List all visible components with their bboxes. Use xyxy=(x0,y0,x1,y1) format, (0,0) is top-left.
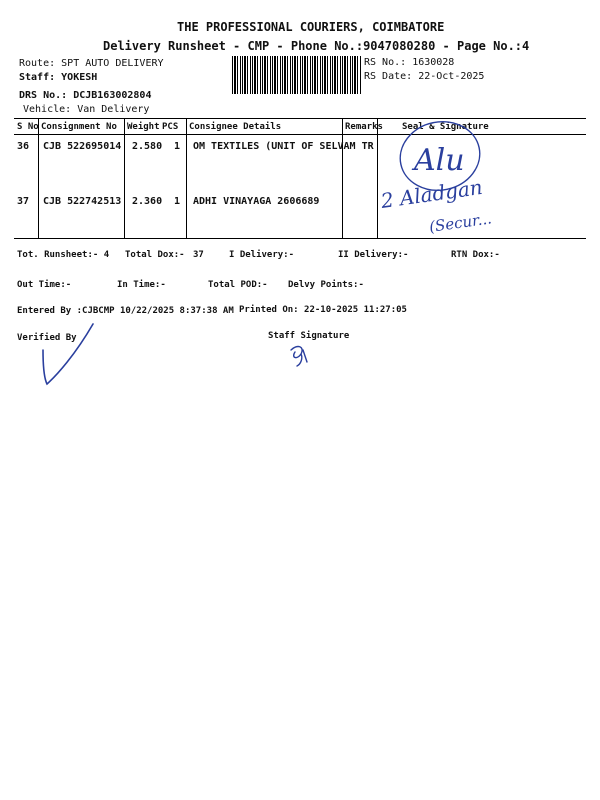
row-pcs: 1 xyxy=(174,141,181,152)
row-sno: 36 xyxy=(17,141,30,152)
runsheet-subtitle: Delivery Runsheet - CMP - Phone No.:9047080280 - Page No.:4 xyxy=(103,39,530,53)
handwritten-signature-row-37 xyxy=(379,174,522,240)
row-consignment: CJB 522695014 xyxy=(43,141,122,152)
col-divider xyxy=(186,118,187,238)
col-divider xyxy=(377,118,378,238)
row-consignment: CJB 522742513 xyxy=(43,196,122,207)
printed-on: Printed On: 22-10-2025 11:27:05 xyxy=(239,305,407,315)
row-weight: 2.360 xyxy=(132,196,163,207)
out-time: Out Time:- xyxy=(17,280,72,290)
i-delivery: I Delivery:- xyxy=(229,250,295,260)
rs-date-value: 22-Oct-2025 xyxy=(418,71,485,82)
col-header-pcs: PCS xyxy=(162,122,179,132)
vehicle-line xyxy=(23,104,149,115)
col-divider xyxy=(38,118,39,238)
entered-by: Entered By :CJBCMP 10/22/2025 8:37:38 AM xyxy=(17,306,234,316)
row-sno: 37 xyxy=(17,196,30,207)
total-dox-label: Total Dox:- xyxy=(125,250,185,260)
staff-signature-label: Staff Signature xyxy=(268,331,350,341)
route-line xyxy=(19,58,164,69)
vehicle-label: Vehicle: xyxy=(23,104,72,115)
staff-signature-mark xyxy=(285,340,315,370)
rs-no-line xyxy=(364,57,454,68)
rs-no-label: RS No.: xyxy=(364,57,407,68)
staff-value: YOKESH xyxy=(61,72,98,83)
col-header-signature: Seal & Signature xyxy=(402,122,489,132)
rtn-dox: RTN Dox:- xyxy=(451,250,500,260)
table-top-rule xyxy=(14,118,586,119)
signature-text: Alu xyxy=(414,143,465,178)
col-header-sno: S No xyxy=(17,122,39,132)
company-title: THE PROFESSIONAL COURIERS, COIMBATORE xyxy=(177,20,445,34)
in-time: In Time:- xyxy=(117,280,166,290)
total-dox-value: 37 xyxy=(193,250,204,260)
vehicle-value: Van Delivery xyxy=(77,104,150,115)
drs-line xyxy=(19,90,151,101)
col-header-weight: Weight xyxy=(127,122,160,132)
rs-date-line xyxy=(364,71,484,82)
verified-by-label: Verified By xyxy=(17,333,77,343)
route-value: SPT AUTO DELIVERY xyxy=(61,58,164,69)
row-weight: 2.580 xyxy=(132,141,163,152)
total-pod: Total POD:- xyxy=(208,280,268,290)
drs-label: DRS No.: xyxy=(19,90,68,101)
signature-text: (Secur... xyxy=(428,209,493,236)
tot-runsheet: Tot. Runsheet:- 4 xyxy=(17,250,110,260)
rs-date-label: RS Date: xyxy=(364,71,413,82)
barcode xyxy=(232,56,362,94)
row-pcs: 1 xyxy=(174,196,181,207)
col-header-consignee: Consignee Details xyxy=(189,122,282,132)
delvy-points: Delvy Points:- xyxy=(288,280,364,290)
row-consignee: ADHI VINAYAGA 2606689 xyxy=(193,196,320,207)
rs-no-value: 1630028 xyxy=(412,57,455,68)
summary-rule xyxy=(14,238,586,239)
drs-value: DCJB163002804 xyxy=(73,90,152,101)
staff-line xyxy=(19,72,97,83)
col-header-remarks: Remarks xyxy=(345,122,383,132)
col-divider xyxy=(124,118,125,238)
col-divider xyxy=(342,118,343,238)
table-header-rule xyxy=(14,134,586,135)
col-header-consignment: Consignment No xyxy=(41,122,117,132)
ii-delivery: II Delivery:- xyxy=(338,250,409,260)
verified-by-signature xyxy=(35,320,115,390)
route-label: Route: xyxy=(19,58,56,69)
signature-text: 2 Aladgan xyxy=(379,174,484,213)
row-consignee: OM TEXTILES (UNIT OF SELVAM TR xyxy=(193,141,374,152)
staff-label: Staff: xyxy=(19,72,56,83)
